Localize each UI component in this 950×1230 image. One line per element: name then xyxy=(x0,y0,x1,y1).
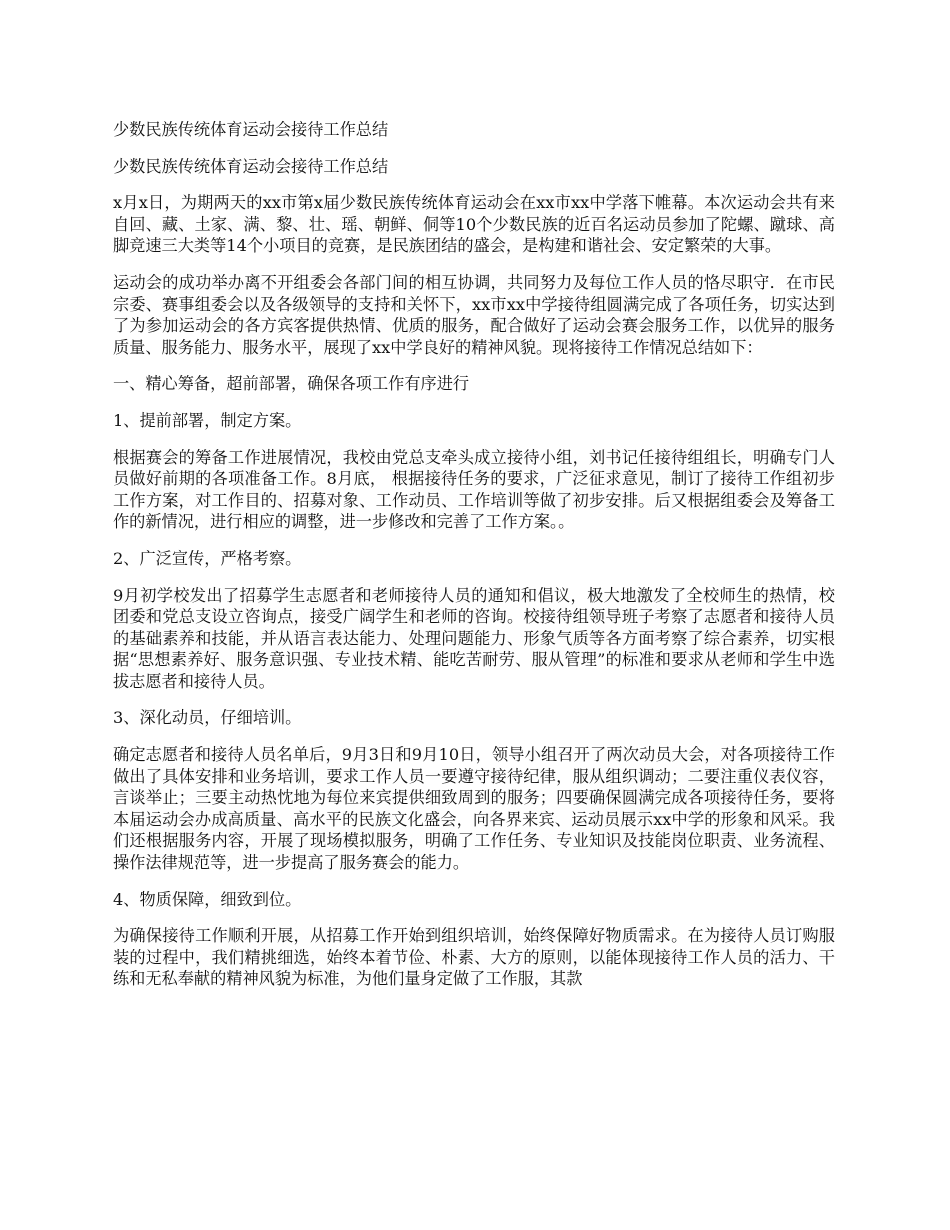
paragraph-plan: 根据赛会的筹备工作进展情况，我校由党总支牵头成立接待小组，刘书记任接待组组长，明确专门人员做好前期的各项准备工作。8月底， 根据接待任务的要求，广泛征求意见，制订了接待工作组初步工作方案，对工作目的、招募对象、工作动员、工作培训等做了初步安排。后又根据组委会及筹备工作的新情况，进行相应的调整，进一步修改和完善了工作方案。。 xyxy=(113,447,835,532)
subheading-3: 3、深化动员，仔细培训。 xyxy=(113,708,302,728)
subheading-2: 2、广泛宣传，严格考察。 xyxy=(113,548,302,568)
paragraph-summary: 运动会的成功举办离不开组委会各部门间的相互协调，共同努力及每位工作人员的恪尽职守．在市民宗委、赛事组委会以及各级领导的支持和关怀下，xx市xx中学接待组圆满完成了各项任务，切实达到了为参加运动会的各方宾客提供热情、优质的服务，配合做好了运动会赛会服务工作，以优异的服务质量、服务能力、服务水平，展现了xx中学良好的精神风貌。现将接待工作情况总结如下： xyxy=(113,272,835,357)
subheading-1: 1、提前部署，制定方案。 xyxy=(113,410,302,430)
document-title: 少数民族传统体育运动会接待工作总结 xyxy=(113,120,389,139)
section-heading-1: 一、精心筹备，超前部署，确保各项工作有序进行 xyxy=(113,374,470,394)
document-subtitle: 少数民族传统体育运动会接待工作总结 xyxy=(113,156,389,176)
paragraph-recruit: 9月初学校发出了招募学生志愿者和老师接待人员的通知和倡议，极大地激发了全校师生的热情，校团委和党总支设立咨询点，接受广阔学生和老师的咨询。校接待组领导班子考察了志愿者和接待人员的基础素养和技能，并从语言表达能力、处理问题能力、形象气质等各方面考察了综合素养，切实根据“思想素养好、服务意识强、专业技术精、能吃苦耐劳、服从管理”的标准和要求从老师和学生中选拔志愿者和接待人员。 xyxy=(113,585,835,691)
paragraph-intro: x月x日，为期两天的xx市第x届少数民族传统体育运动会在xx市xx中学落下帷幕。本次运动会共有来自回、藏、土家、满、黎、壮、瑶、朝鲜、侗等10个少数民族的近百名运动员参加了陀螺、蹴球、高脚竞速三大类等14个小项目的竞赛，是民族团结的盛会，是构建和谐社会、安定繁荣的大事。 xyxy=(113,193,835,256)
paragraph-supplies: 为确保接待工作顺利开展，从招募工作开始到组织培训，始终保障好物质需求。在为接待人员订购服装的过程中，我们精挑细选，始终本着节俭、朴素、大方的原则，以能体现接待工作人员的活力、干练和无私奉献的精神风貌为标准，为他们量身定做了工作服，其款 xyxy=(113,926,835,989)
subheading-4: 4、物质保障，细致到位。 xyxy=(113,889,302,909)
paragraph-training: 确定志愿者和接待人员名单后，9月3日和9月10日，领导小组召开了两次动员大会，对各项接待工作做出了具体安排和业务培训，要求工作人员一要遵守接待纪律，服从组织调动；二要注重仪表仪容，言谈举止；三要主动热忱地为每位来宾提供细致周到的服务；四要确保圆满完成各项接待任务，要将本届运动会办成高质量、高水平的民族文化盛会，向各界来宾、运动员展示xx中学的形象和风采。我们还根据服务内容，开展了现场模拟服务，明确了工作任务、专业知识及技能岗位职责、业务流程、操作法律规范等，进一步提高了服务赛会的能力。 xyxy=(113,745,835,873)
document-body xyxy=(113,119,835,1005)
